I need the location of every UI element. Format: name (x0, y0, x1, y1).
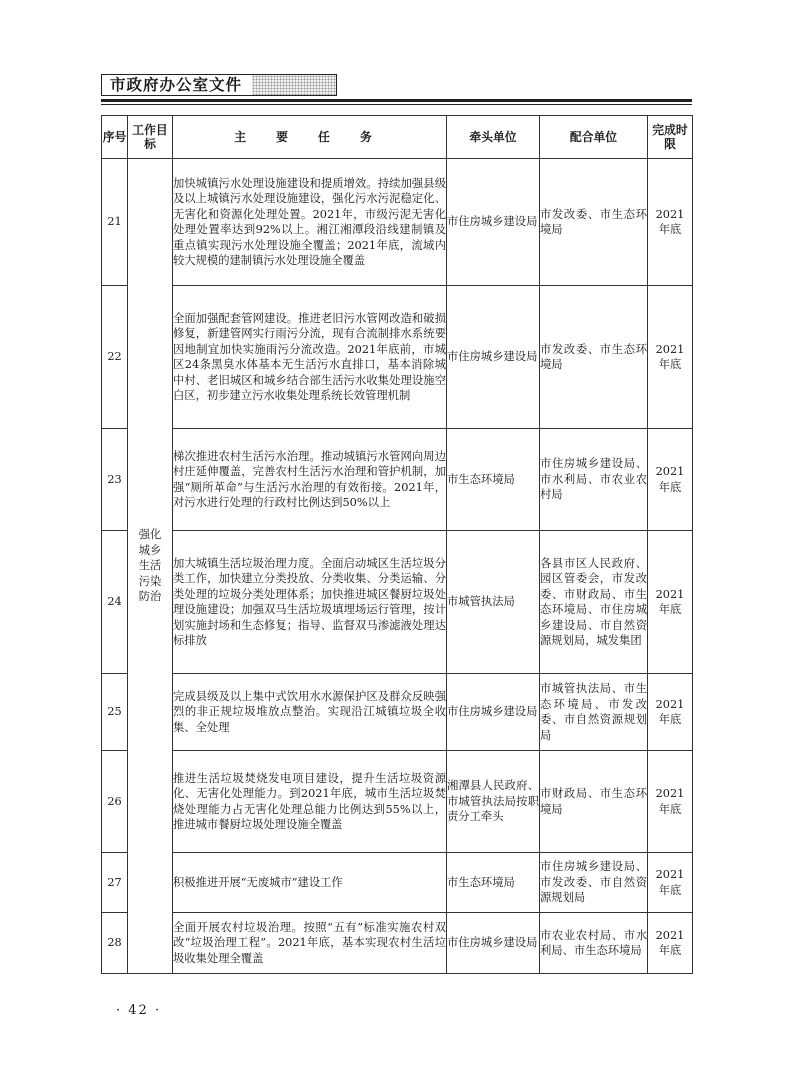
deadline-text: 2021年底 (655, 868, 685, 897)
table-row (102, 159, 693, 286)
header-serial-number: 序号 (102, 116, 128, 159)
task-text: 积极推进开展“无废城市”建设工作 (173, 853, 447, 913)
header-rule (101, 99, 692, 102)
table-row (102, 853, 693, 913)
row-number: 26 (102, 751, 128, 853)
work-goal-cell (128, 159, 173, 974)
cooperating-unit: 市农业农村局、市水利局、市生态环境局 (540, 913, 648, 974)
work-goal-text: 强化城乡生活污染防治 (138, 528, 162, 604)
deadline-text: 2021年底 (655, 207, 685, 236)
lead-unit: 市生态环境局 (447, 429, 540, 531)
header-cooperating-unit: 配合单位 (540, 116, 648, 159)
task-text: 加快城镇污水处理设施建设和提质增效。持续加强县级及以上城镇污水处理设施建设，强化污水污泥稳定化、无害化和资源化处理处置。2021年，市级污泥无害化处理处置率达到92%以上。湘江湘潭段沿线建制镇及重点镇实现污水处理设施全覆盖；2021年底，流域内较大规模的建制镇污水处理设施全覆盖 (173, 159, 447, 286)
cooperating-unit: 市发改委、市生态环境局 (540, 286, 648, 429)
lead-unit: 市住房城乡建设局 (447, 159, 540, 286)
header-deadline: 完成时限 (648, 116, 693, 159)
lead-unit: 市城管执法局 (447, 531, 540, 674)
task-text: 加大城镇生活垃圾治理力度。全面启动城区生活垃圾分类工作，加快建立分类投放、分类收集、分类运输、分类处理的垃圾分类处理体系；加快推进城区餐厨垃圾处理设施建设；加强双马生活垃圾填埋场运行管理，按计划实施封场和生态修复；指导、监督双马渗滤液处理达标排放 (173, 531, 447, 674)
deadline-cell (648, 853, 693, 913)
table-header-row (102, 116, 693, 159)
row-number: 23 (102, 429, 128, 531)
document-header (101, 74, 337, 96)
deadline-text: 2021年底 (655, 697, 685, 726)
task-text: 推进生活垃圾焚烧发电项目建设，提升生活垃圾资源化、无害化处理能力。到2021年底，城市生活垃圾焚烧处理能力占无害化处理总能力比例达到55%以上，推进城市餐厨垃圾处理设施全覆盖 (173, 751, 447, 853)
deadline-cell (648, 531, 693, 674)
deadline-cell (648, 674, 693, 751)
table-row (102, 751, 693, 853)
row-number: 24 (102, 531, 128, 674)
header-work-goal: 工作目标 (128, 116, 173, 159)
task-text: 完成县级及以上集中式饮用水水源保护区及群众反映强烈的非正规垃圾堆放点整治。实现沿江城镇垃圾全收集、全处理 (173, 674, 447, 751)
lead-unit: 市住房城乡建设局 (447, 286, 540, 429)
task-text: 全面开展农村垃圾治理。按照“五有”标准实施农村双改“垃圾治理工程”。2021年底，基本实现农村生活垃圾收集处理全覆盖 (173, 913, 447, 974)
row-number: 25 (102, 674, 128, 751)
cooperating-unit: 市住房城乡建设局、市水利局、市农业农村局 (540, 429, 648, 531)
deadline-cell (648, 159, 693, 286)
deadline-text: 2021年底 (655, 465, 685, 494)
header-rule-thin (101, 104, 692, 105)
cooperating-unit: 市城管执法局、市生态环境局、市发改委、市自然资源规划局 (540, 674, 648, 751)
deadline-cell (648, 429, 693, 531)
row-number: 21 (102, 159, 128, 286)
lead-unit: 市住房城乡建设局 (447, 674, 540, 751)
row-number: 27 (102, 853, 128, 913)
header-main-task: 主 要 任 务 (173, 116, 447, 159)
lead-unit: 湘潭县人民政府、市城管执法局按职责分工牵头 (447, 751, 540, 853)
cooperating-unit: 各县市区人民政府、园区管委会，市发改委、市财政局、市生态环境局、市住房城乡建设局、市自然资源规划局，城发集团 (540, 531, 648, 674)
deadline-text: 2021年底 (655, 587, 685, 616)
table-row (102, 913, 693, 974)
table-row (102, 286, 693, 429)
cooperating-unit: 市发改委、市生态环境局 (540, 159, 648, 286)
deadline-cell (648, 751, 693, 853)
lead-unit: 市住房城乡建设局 (447, 913, 540, 974)
page-number: · 42 · (116, 1003, 162, 1018)
row-number: 28 (102, 913, 128, 974)
document-header-title: 市政府办公室文件 (102, 75, 252, 95)
deadline-text: 2021年底 (655, 787, 685, 816)
header-lead-unit: 牵头单位 (447, 116, 540, 159)
table-row (102, 429, 693, 531)
table-row (102, 531, 693, 674)
task-text: 梯次推进农村生活污水治理。推动城镇污水管网向周边村庄延伸覆盖，完善农村生活污水治理和管护机制，加强“厕所革命”与生活污水治理的有效衔接。2021年，对污水进行处理的行政村比例达到50%以上 (173, 429, 447, 531)
deadline-text: 2021年底 (655, 342, 685, 371)
deadline-cell (648, 286, 693, 429)
cooperating-unit: 市财政局、市生态环境局 (540, 751, 648, 853)
deadline-cell (648, 913, 693, 974)
row-number: 22 (102, 286, 128, 429)
table-row (102, 674, 693, 751)
task-text: 全面加强配套管网建设。推进老旧污水管网改造和破损修复，新建管网实行雨污分流，现有合流制排水系统要因地制宜加快实施雨污分流改造。2021年底前，市城区24条黑臭水体基本无生活污水直排口，基本消除城中村、老旧城区和城乡结合部生活污水收集处理设施空白区，初步建立污水收集处理系统长效管理机制 (173, 286, 447, 429)
cooperating-unit: 市住房城乡建设局、市发改委、市自然资源规划局 (540, 853, 648, 913)
lead-unit: 市生态环境局 (447, 853, 540, 913)
deadline-text: 2021年底 (655, 928, 685, 957)
task-table (101, 115, 693, 974)
